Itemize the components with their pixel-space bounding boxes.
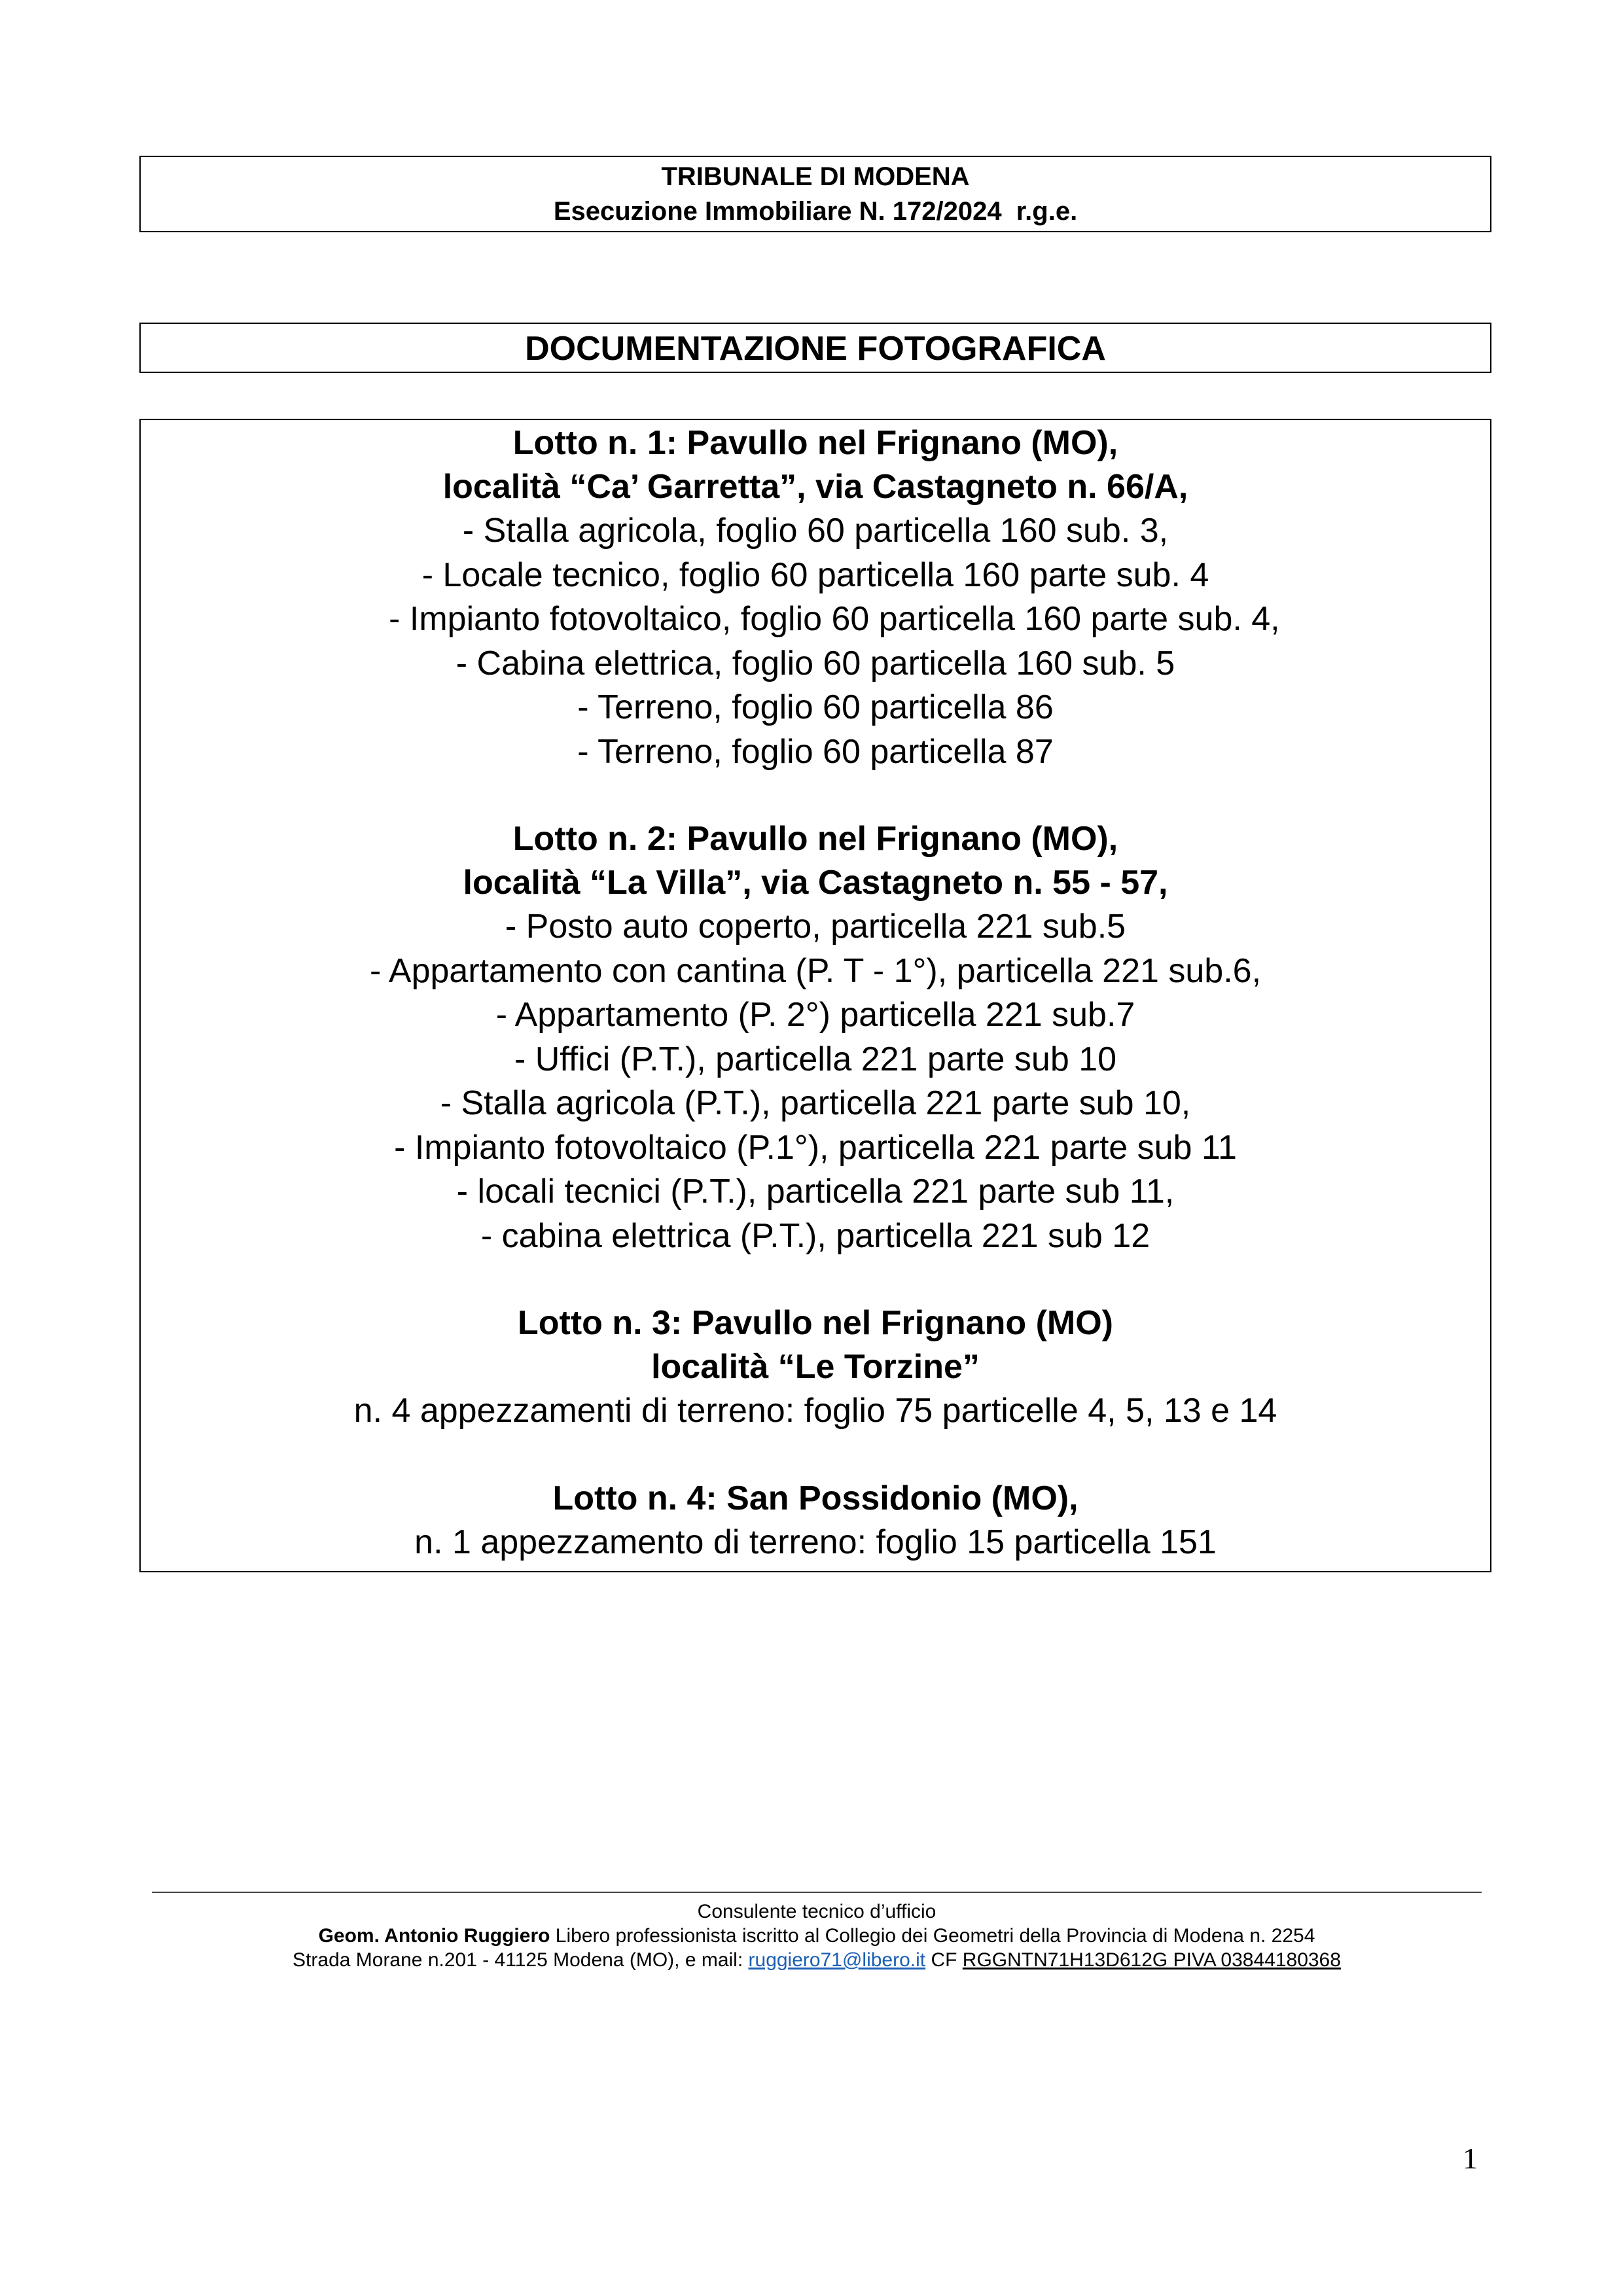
lotti-box — [139, 419, 1491, 1572]
footer-cf-label: CF — [925, 1949, 963, 1971]
lotto-item: - Stalla agricola, foglio 60 particella 160 sub. 3, — [462, 512, 1169, 550]
footer-role: Consulente tecnico d’ufficio — [697, 1901, 936, 1922]
lotto-item: - Terreno, foglio 60 particella 86 — [577, 688, 1054, 726]
lotto-section — [141, 1477, 1490, 1565]
footer-address: Strada Morane n.201 - 41125 Modena (MO), e mail: — [293, 1949, 749, 1971]
lotto-item: - Locale tecnico, foglio 60 particella 160 parte sub. 4 — [421, 556, 1209, 594]
lotto-heading: Lotto n. 4: San Possidonio (MO), — [552, 1479, 1079, 1517]
footer-cf-piva: RGGNTN71H13D612G PIVA 03844180368 — [962, 1949, 1341, 1971]
footer-registration-line — [152, 1924, 1482, 1948]
footer-registration: Libero professionista iscritto al Collegio dei Geometri della Provincia di Modena n. 2254 — [550, 1925, 1315, 1947]
lotto-item: - Appartamento (P. 2°) particella 221 sub.7 — [495, 996, 1135, 1034]
lotto-item: n. 4 appezzamenti di terreno: foglio 75 particelle 4, 5, 13 e 14 — [353, 1392, 1277, 1430]
lotto-item: - Uffici (P.T.), particella 221 parte sub 10 — [514, 1040, 1117, 1078]
procedure-number: Esecuzione Immobiliare N. 172/2024 r.g.e. — [553, 197, 1078, 226]
lotto-heading: Lotto n. 3: Pavullo nel Frignano (MO) — [518, 1304, 1113, 1342]
page-number: 1 — [1463, 2142, 1478, 2175]
lotto-item: - Posto auto coperto, particella 221 sub.5 — [505, 908, 1126, 945]
lotto-item: - Impianto fotovoltaico, foglio 60 particella 160 parte sub. 4, — [351, 600, 1280, 638]
lotto-section — [141, 421, 1490, 774]
lotto-heading: Lotto n. 2: Pavullo nel Frignano (MO), — [512, 820, 1118, 858]
lotto-heading: località “Ca’ Garretta”, via Castagneto n. 66/A, — [442, 468, 1188, 506]
lotto-item: - Impianto fotovoltaico (P.1°), particella 221 parte sub 11 — [394, 1128, 1237, 1167]
footer — [152, 1892, 1482, 1972]
lotto-item: - Cabina elettrica, foglio 60 particella 160 sub. 5 — [455, 644, 1175, 682]
lotto-heading: località “La Villa”, via Castagneto n. 55 - 57, — [463, 864, 1168, 902]
footer-name: Geom. Antonio Ruggiero — [318, 1925, 550, 1947]
title-box — [139, 323, 1491, 373]
lotto-item: - cabina elettrica (P.T.), particella 221 sub 12 — [480, 1216, 1150, 1255]
lotto-section — [141, 817, 1490, 1258]
lotto-item: - Stalla agricola (P.T.), particella 221 parte sub 10, — [440, 1084, 1191, 1122]
lotto-item: - locali tecnici (P.T.), particella 221 parte sub 11, — [456, 1173, 1175, 1210]
footer-address-line — [152, 1948, 1482, 1972]
court-name: TRIBUNALE DI MODENA — [661, 162, 970, 191]
lotto-section — [141, 1301, 1490, 1434]
header-box — [139, 156, 1491, 232]
lotto-heading: località “Le Torzine” — [651, 1348, 980, 1386]
footer-email-link[interactable]: ruggiero71@libero.it — [748, 1949, 926, 1971]
lotto-item: - Appartamento con cantina (P. T - 1°), particella 221 sub.6, — [369, 951, 1262, 990]
lotto-item: - Terreno, foglio 60 particella 87 — [577, 732, 1054, 771]
page-title: DOCUMENTAZIONE FOTOGRAFICA — [525, 330, 1106, 368]
lotto-heading: Lotto n. 1: Pavullo nel Frignano (MO), — [512, 424, 1118, 462]
lotto-item: n. 1 appezzamento di terreno: foglio 15 particella 151 — [414, 1523, 1217, 1561]
